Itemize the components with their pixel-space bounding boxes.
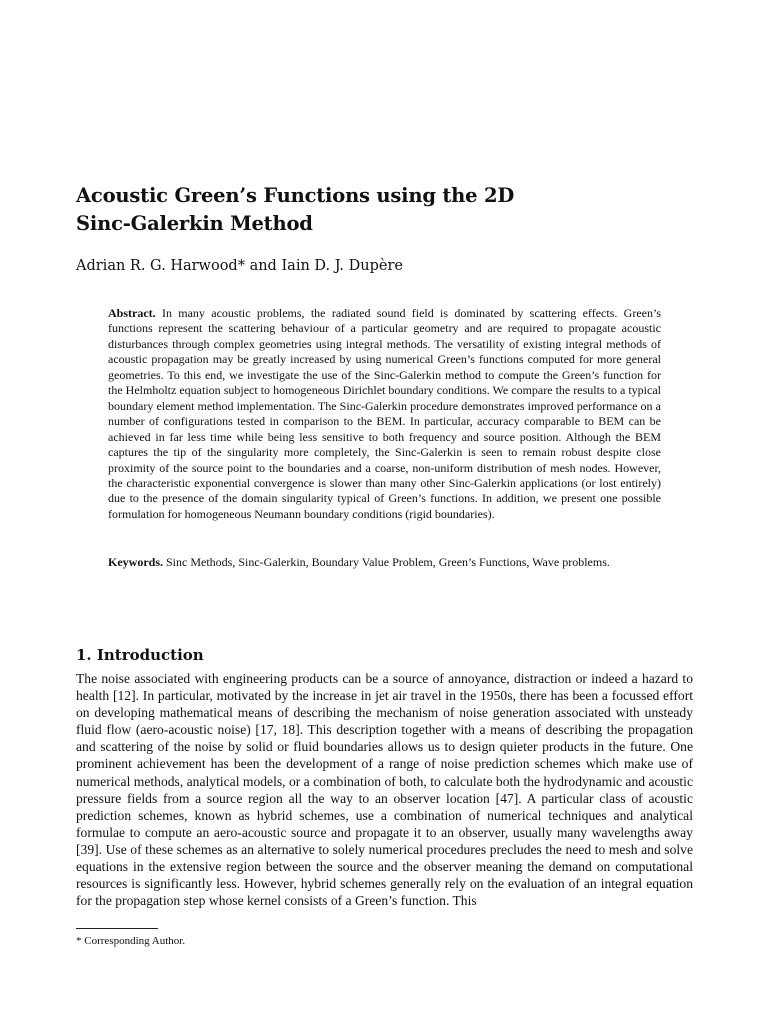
keywords-label: Keywords. [108, 555, 163, 569]
keywords [108, 555, 661, 570]
paper-title [76, 182, 676, 238]
abstract-label: Abstract. [108, 306, 156, 320]
author-list: Adrian R. G. Harwood* and Iain D. J. Dupère [76, 258, 403, 274]
footnote: * Corresponding Author. [76, 935, 186, 947]
section-heading-introduction: 1. Introduction [76, 646, 204, 664]
abstract [108, 306, 661, 522]
introduction-paragraph: The noise associated with engineering products can be a source of annoyance, distraction or indeed a hazard to health [12]. In particular, motivated by the increase in jet air travel in the 1950s, there has been a focussed effort on developing mathematical means of describing the mechanism of noise generation associated with unsteady fluid flow (aero-acoustic noise) [17, 18]. This description together with a means of describing the propagation and scattering of the noise by solid or fluid boundaries allows us to design quieter products in the future. One prominent achievement has been the development of a range of noise prediction schemes which make use of numerical methods, analytical models, or a combination of both, to calculate both the hydrodynamic and acoustic pressure fields from a source region all the way to an observer location [47]. A particular class of acoustic prediction schemes, known as hybrid schemes, use a combination of numerical techniques and analytical formulae to compute an aero-acoustic source and propagate it to an observer, usually many wavelengths away [39]. Use of these schemes as an alternative to solely numerical procedures precludes the need to mesh and solve equations in the extensive region between the source and the observer meaning the demand on computational resources is significantly less. However, hybrid schemes generally rely on the evaluation of an integral equation for the propagation step whose kernel consists of a Green’s function. This [76, 671, 693, 909]
abstract-text: In many acoustic problems, the radiated sound field is dominated by scattering effects. Green’s functions represent the scattering behaviour of a particular geometry and are required to propagate acoustic disturbances through complex geometries using integral methods. The versatility of existing integral methods of acoustic propagation may be greatly increased by using numerical Green’s functions computed for more general geometries. To this end, we investigate the use of the Sinc-Galerkin method to compute the Green’s function for the Helmholtz equation subject to homogeneous Dirichlet boundary conditions. We compare the results to a typical boundary element method implementation. The Sinc-Galerkin procedure demonstrates improved performance on a number of configurations tested in comparison to the BEM. In particular, accuracy comparable to BEM can be achieved in far less time while being less sensitive to both frequency and source position. Although the BEM captures the tip of the singularity more completely, the Sinc-Galerkin is seen to remain robust despite close proximity of the source point to the boundaries and a coarse, non-uniform distribution of mesh nodes. However, the characteristic exponential convergence is slower than many other Sinc-Galerkin applications (or lost entirely) due to the presence of the domain singularity typical of Green’s functions. In addition, we present one possible formulation for homogeneous Neumann boundary conditions (rigid boundaries). [108, 306, 661, 521]
title-line-1: Acoustic Green’s Functions using the 2D [76, 184, 515, 207]
keywords-text: Sinc Methods, Sinc-Galerkin, Boundary Value Problem, Green’s Functions, Wave problems. [166, 555, 610, 569]
footnote-divider [76, 928, 158, 929]
title-line-2: Sinc-Galerkin Method [76, 212, 313, 235]
